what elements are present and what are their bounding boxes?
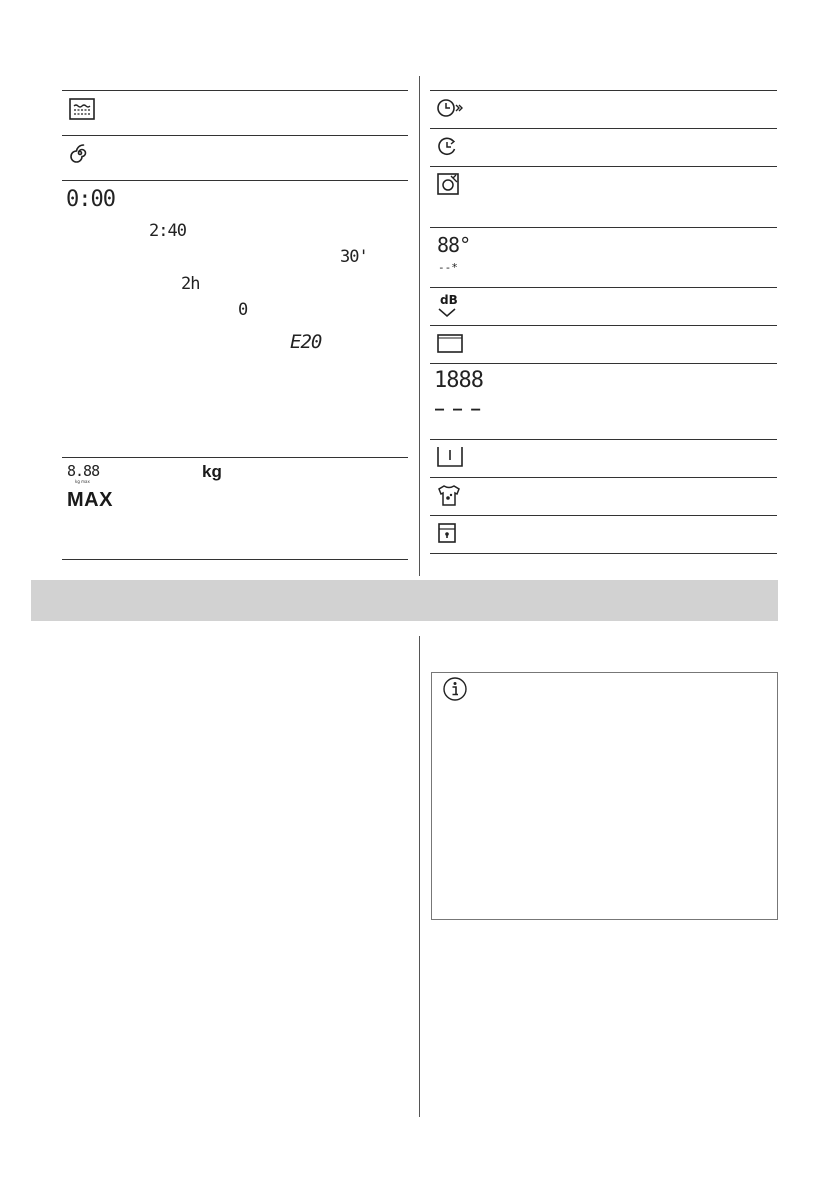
display-spin-dashes: – – – [435, 400, 481, 418]
left-table-rule-3 [62, 457, 408, 458]
prewash-icon [69, 98, 95, 120]
right-table-bottom-rule [430, 553, 777, 554]
display-duration-readout: 2:40 [149, 221, 186, 241]
child-lock-icon [438, 523, 456, 543]
display-temperature-readout: 88° [437, 233, 471, 257]
display-weight-sublabel: kg max [75, 479, 90, 484]
max-load-label: MAX [67, 489, 113, 511]
right-table-rule-5 [430, 325, 777, 326]
lower-column-divider [419, 636, 420, 1117]
info-icon [443, 677, 467, 701]
db-label: dB [440, 293, 458, 307]
time-manager-icon [437, 137, 459, 157]
information-note-box [431, 672, 778, 920]
section-heading-banner [31, 580, 778, 621]
display-hours-readout: 2h [181, 274, 200, 294]
right-table-rule-4 [430, 287, 777, 288]
right-table-rule-8 [430, 477, 777, 478]
display-temperature-dashes: --* [438, 261, 458, 274]
right-table-top-rule [430, 90, 777, 91]
left-table-bottom-rule [62, 559, 408, 560]
left-table-top-rule [62, 90, 408, 91]
right-table-rule-7 [430, 439, 777, 440]
right-table-rule-1 [430, 128, 777, 129]
left-table-rule-1 [62, 135, 408, 136]
right-table-rule-3 [430, 227, 777, 228]
display-error-readout: E20 [290, 331, 322, 353]
door-icon [437, 446, 463, 468]
detergent-dispenser-icon [437, 173, 461, 195]
delay-start-icon [437, 98, 465, 118]
right-table-rule-6 [430, 363, 777, 364]
table-column-divider [419, 76, 420, 576]
display-minutes-readout: 30' [340, 247, 368, 267]
display-weight-readout: 8.88 [67, 462, 100, 480]
left-table-rule-2 [62, 180, 408, 181]
display-time-readout: 0:00 [66, 187, 115, 212]
garment-stain-icon [437, 484, 461, 506]
display-spin-readout: 1888 [434, 368, 483, 393]
spin-icon [70, 143, 90, 163]
weight-unit-label: kg [202, 462, 222, 481]
display-zero-readout: 0 [238, 300, 249, 320]
volume-down-icon [438, 308, 456, 318]
drum-icon [437, 333, 463, 353]
right-table-rule-2 [430, 166, 777, 167]
right-table-rule-9 [430, 515, 777, 516]
